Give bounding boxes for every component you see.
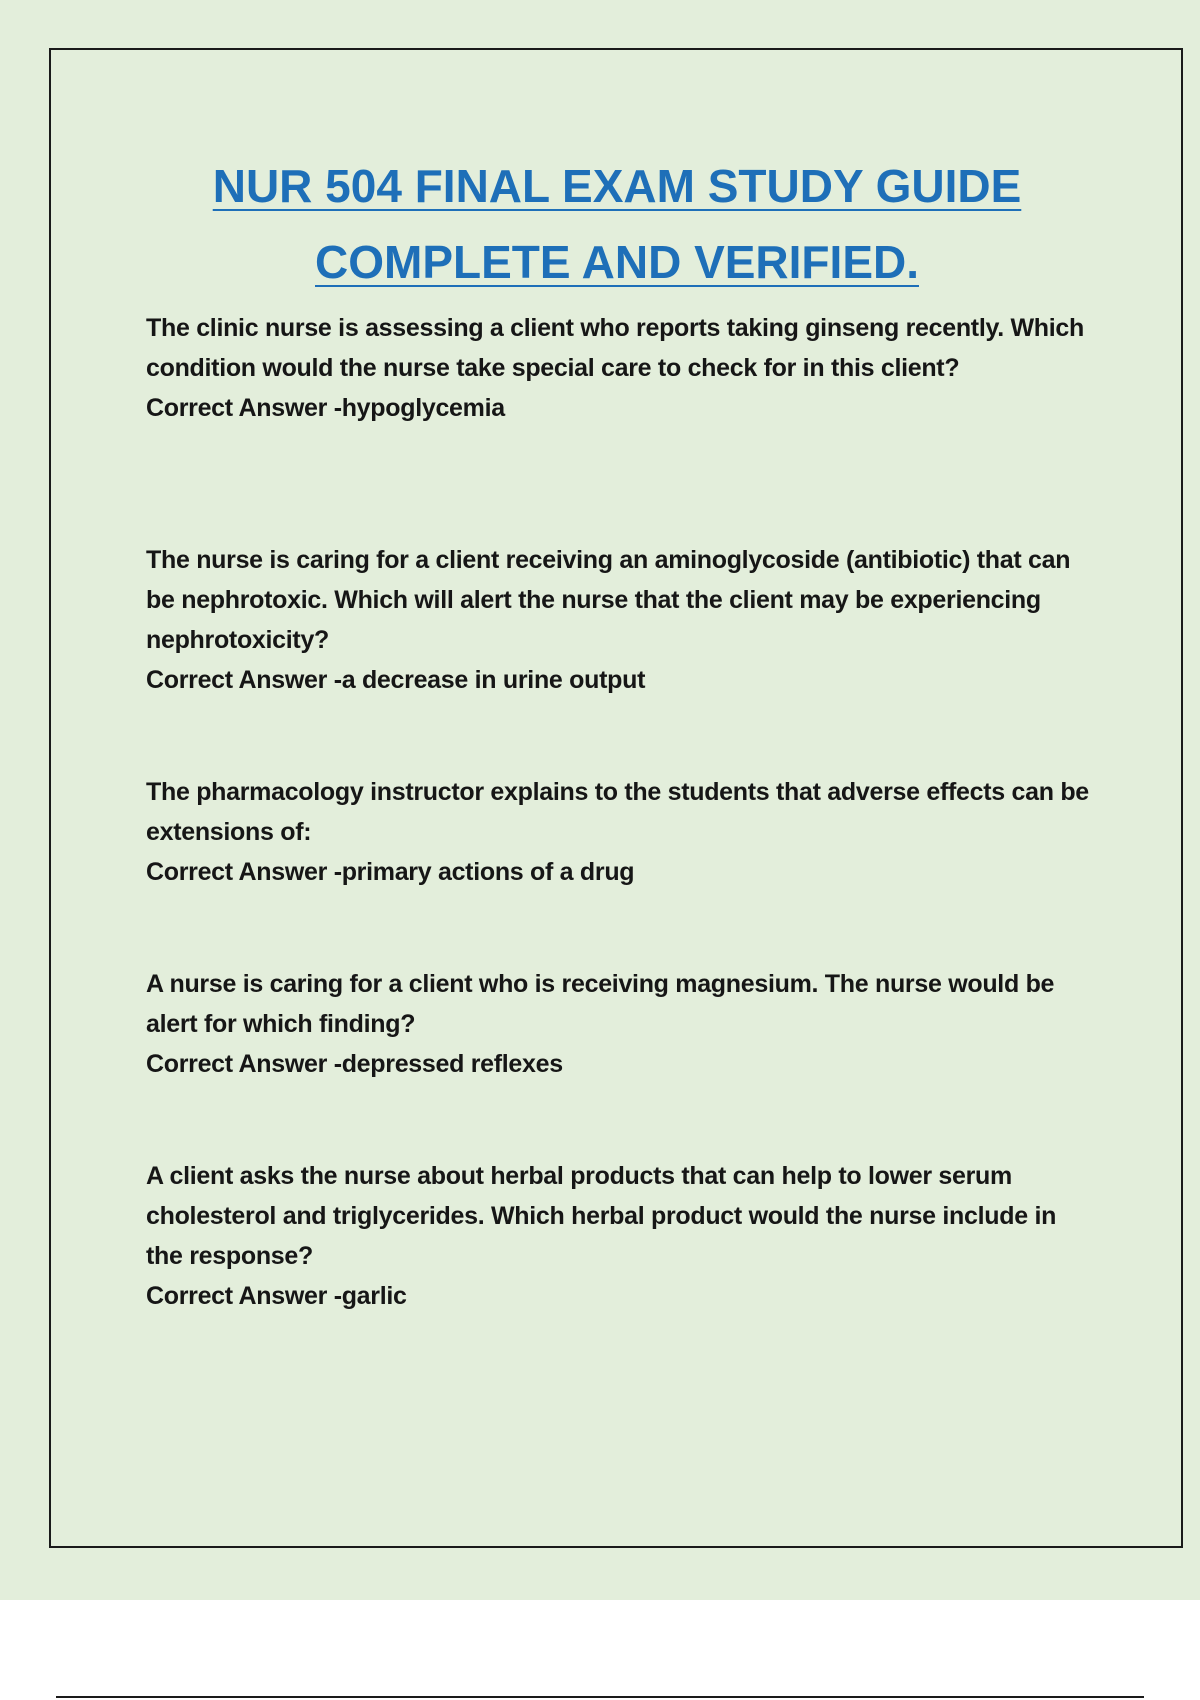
question-text: The clinic nurse is assessing a client who reports taking ginseng recently. Which condition would the nurse take special care to check for in this client? [146,314,1084,382]
qa-item [146,772,1096,892]
answer-text: Correct Answer -depressed reflexes [146,1050,563,1078]
answer-text: Correct Answer -primary actions of a drug [146,858,635,886]
question-text: The nurse is caring for a client receiving an aminoglycoside (antibiotic) that can be nephrotoxic. Which will alert the nurse that the client may be experiencing nephrotoxicity? [146,546,1071,654]
title-line-2: COMPLETE AND VERIFIED. [315,236,919,288]
title-line-1: NUR 504 FINAL EXAM STUDY GUIDE [212,160,1022,212]
document-title [0,148,1200,300]
qa-item [146,964,1096,1084]
qa-item [146,308,1096,428]
qa-item [146,540,1096,700]
qa-item [146,1156,1096,1316]
question-text: The pharmacology instructor explains to the students that adverse effects can be extensions of: [146,778,1089,846]
question-text: A client asks the nurse about herbal products that can help to lower serum cholesterol and triglycerides. Which herbal product would the nurse include in the response? [146,1162,1057,1270]
answer-text: Correct Answer -hypoglycemia [146,394,505,422]
footer-divider [56,1696,1144,1698]
question-text: A nurse is caring for a client who is receiving magnesium. The nurse would be alert for which finding? [146,970,1055,1038]
answer-text: Correct Answer -a decrease in urine output [146,666,646,694]
answer-text: Correct Answer -garlic [146,1282,407,1310]
